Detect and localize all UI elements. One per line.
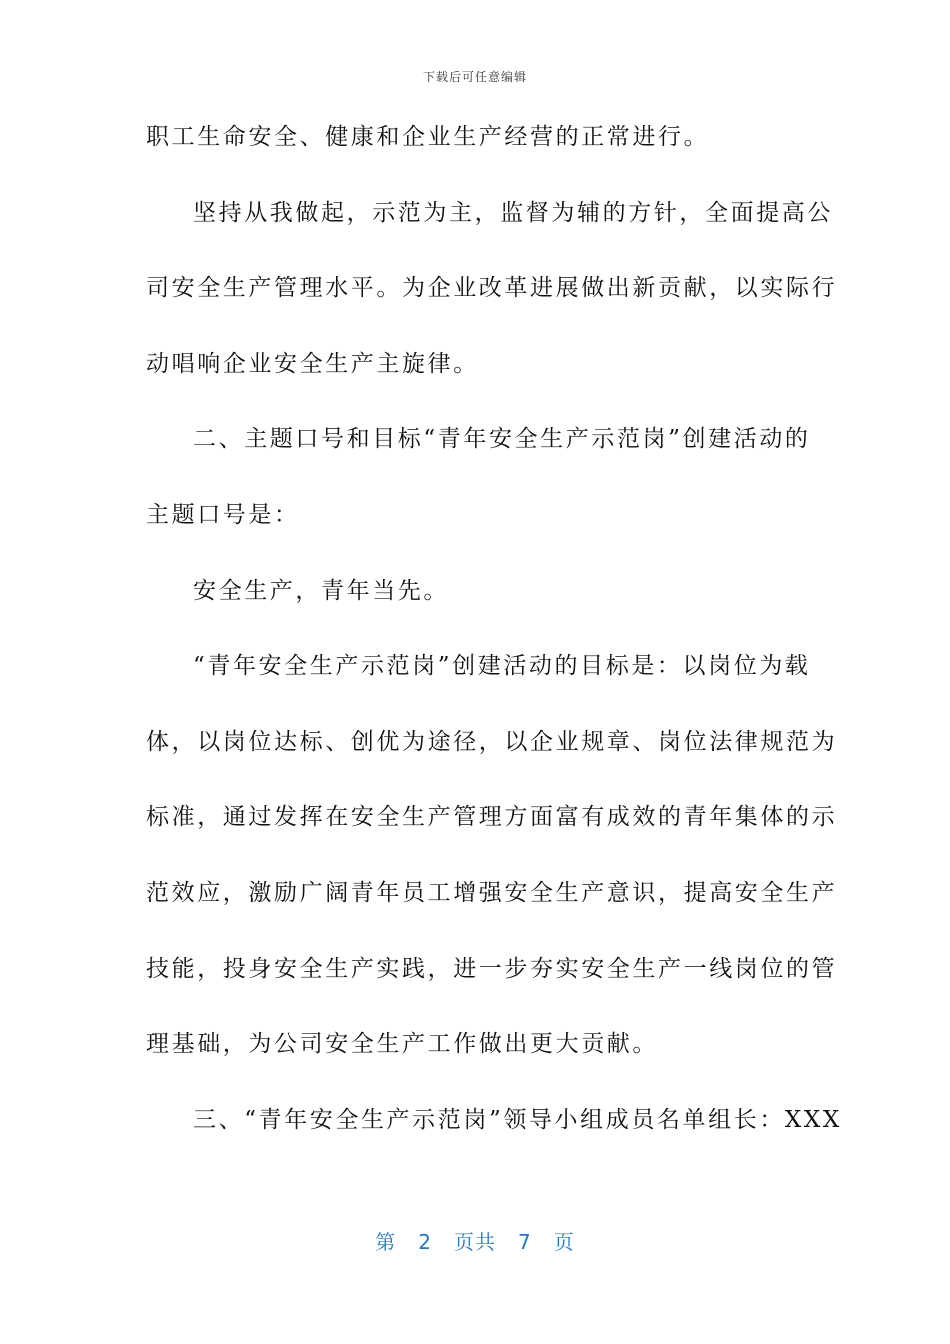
page-label-suffix: 页 <box>553 1230 575 1254</box>
paragraph-line: 标准，通过发挥在安全生产管理方面富有成效的青年集体的示 <box>146 804 838 831</box>
paragraph-line: “青年安全生产示范岗”创建活动的目标是：以岗位为载 <box>193 653 811 680</box>
paragraph-line: 体，以岗位达标、创优为途径，以企业规章、岗位法律规范为 <box>146 728 838 755</box>
header-note: 下载后可任意编辑 <box>422 70 527 84</box>
total-pages-number: 7 <box>518 1230 532 1254</box>
page-label-prefix: 第 <box>375 1230 397 1254</box>
page-label-middle: 页共 <box>454 1230 496 1254</box>
paragraph-line: 范效应，激励广阔青年员工增强安全生产意识，提高安全生产 <box>146 879 838 906</box>
page-footer <box>0 1226 950 1255</box>
section-heading-line: 二、主题口号和目标“青年安全生产示范岗”创建活动的 <box>193 426 811 453</box>
paragraph-line: 技能，投身安全生产实践，进一步夯实安全生产一线岗位的管 <box>146 955 838 982</box>
paragraph-line: 职工生命安全、健康和企业生产经营的正常进行。 <box>146 124 710 150</box>
paragraph-line: 司安全生产管理水平。为企业改革进展做出新贡献，以实际行 <box>146 275 838 302</box>
paragraph-line: 理基础，为公司安全生产工作做出更大贡献。 <box>146 1031 658 1058</box>
slogan-line: 安全生产，青年当先。 <box>193 577 449 604</box>
paragraph-line: 动唱响企业安全生产主旋律。 <box>146 350 479 377</box>
current-page-number: 2 <box>418 1230 432 1254</box>
section-heading-line: 三、“青年安全生产示范岗”领导小组成员名单组长：XXX <box>193 1106 842 1133</box>
paragraph-line: 坚持从我做起，示范为主，监督为辅的方针，全面提高公 <box>193 199 833 226</box>
paragraph-line: 主题口号是： <box>146 501 300 528</box>
document-body <box>146 122 842 1180</box>
